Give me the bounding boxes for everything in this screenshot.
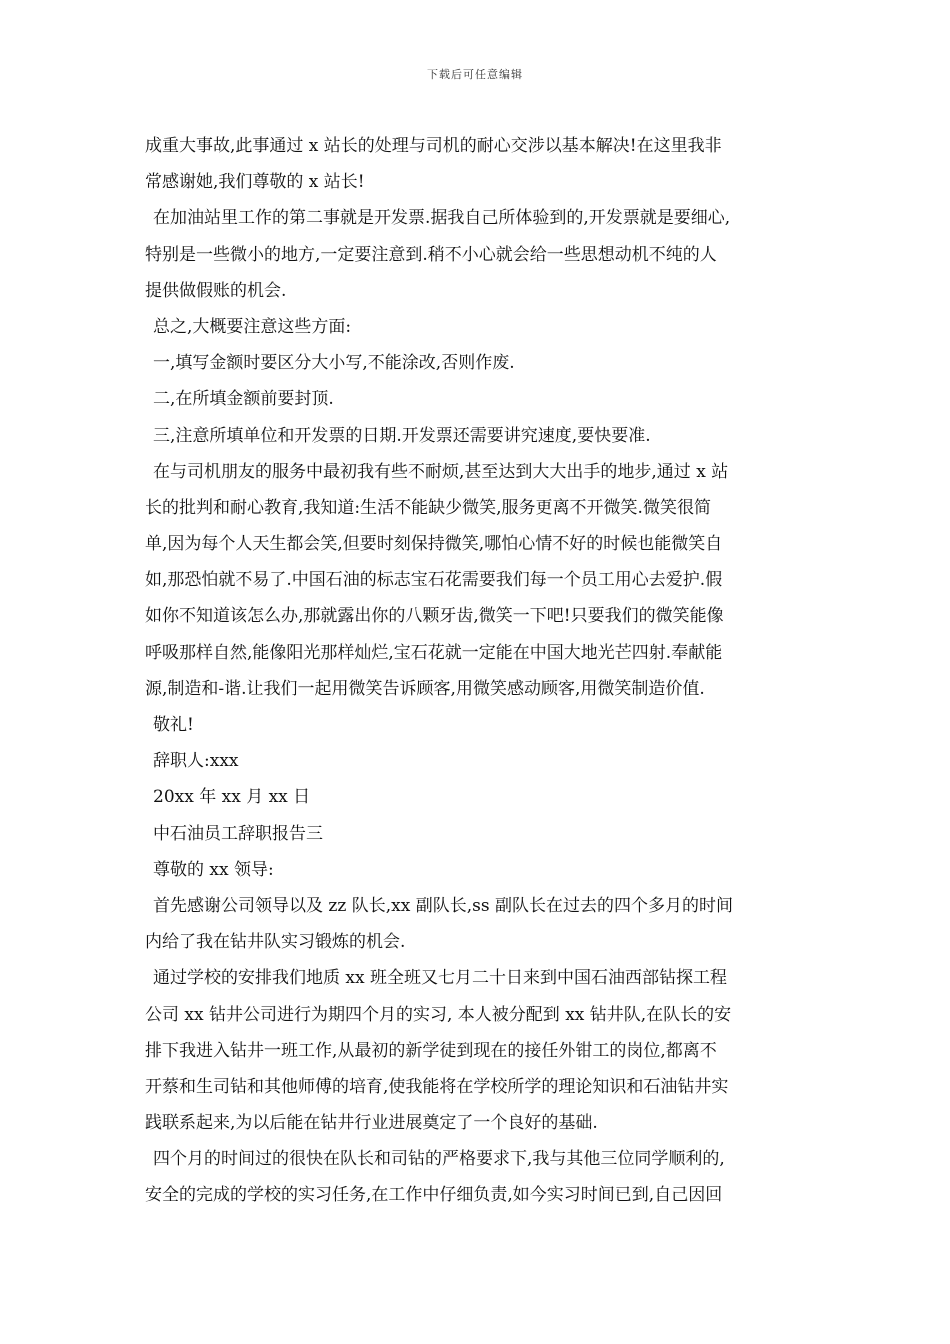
text-line: 开蔡和生司钻和其他师傅的培育,使我能将在学校所学的理论知识和石油钻井实 [145, 1076, 729, 1097]
text-line: 如你不知道该怎么办,那就露出你的八颗牙齿,微笑一下吧!只要我们的微笑能像 [145, 606, 724, 627]
text-line: 公司 xx 钻井公司进行为期四个月的实习, 本人被分配到 xx 钻井队,在队长的安 [145, 1004, 732, 1025]
text-line: 长的批判和耐心教育,我知道:生活不能缺少微笑,服务更离不开微笑.微笑很简 [145, 497, 711, 518]
text-line: 尊敬的 xx 领导: [153, 859, 274, 880]
text-line: 提供做假账的机会. [145, 280, 287, 301]
text-line: 二,在所填金额前要封顶. [153, 389, 334, 410]
text-line: 在与司机朋友的服务中最初我有些不耐烦,甚至达到大大出手的地步,通过 x 站 [153, 461, 729, 482]
text-line: 内给了我在钻井队实习锻炼的机会. [145, 932, 406, 953]
text-line: 特别是一些微小的地方,一定要注意到.稍不小心就会给一些思想动机不纯的人 [145, 244, 717, 265]
text-line: 首先感谢公司领导以及 zz 队长,xx 副队长,ss 副队长在过去的四个多月的时间 [153, 895, 733, 916]
text-line: 践联系起来,为以后能在钻井行业进展奠定了一个良好的基础. [145, 1113, 598, 1134]
text-line: 四个月的时间过的很快在队长和司钻的严格要求下,我与其他三位同学顺利的, [153, 1149, 725, 1170]
text-line: 20xx 年 xx 月 xx 日 [153, 787, 311, 808]
text-line: 呼吸那样自然,能像阳光那样灿烂,宝石花就一定能在中国大地光芒四射.奉献能 [145, 642, 723, 663]
text-line: 源,制造和-谐.让我们一起用微笑告诉顾客,用微笑感动顾客,用微笑制造价值. [145, 678, 705, 699]
text-line: 一,填写金额时要区分大小写,不能涂改,否则作废. [153, 353, 515, 374]
text-line: 通过学校的安排我们地质 xx 班全班又七月二十日来到中国石油西部钻探工程 [153, 968, 727, 989]
header-note: 下载后可任意编辑 [427, 68, 523, 81]
text-line: 敬礼! [153, 715, 194, 735]
text-line: 常感谢她,我们尊敬的 x 站长! [145, 172, 365, 193]
text-line: 排下我进入钻井一班工作,从最初的新学徒到现在的接任外钳工的岗位,都离不 [145, 1040, 717, 1061]
text-line: 单,因为每个人天生都会笑,但要时刻保持微笑,哪怕心情不好的时候也能微笑自 [145, 534, 723, 555]
text-line: 总之,大概要注意这些方面: [153, 316, 352, 337]
text-line: 中石油员工辞职报告三 [153, 823, 323, 844]
text-line: 成重大事故,此事通过 x 站长的处理与司机的耐心交涉以基本解决!在这里我非 [145, 136, 722, 156]
text-line: 辞职人:xxx [153, 751, 239, 772]
document-body [145, 128, 810, 1214]
text-line: 如,那恐怕就不易了.中国石油的标志宝石花需要我们每一个员工用心去爱护.假 [145, 570, 723, 591]
text-line: 在加油站里工作的第二事就是开发票.据我自己所体验到的,开发票就是要细心, [153, 208, 731, 229]
text-line: 三,注意所填单位和开发票的日期.开发票还需要讲究速度,要快要准. [153, 425, 651, 446]
text-line: 安全的完成的学校的实习任务,在工作中仔细负责,如今实习时间已到,自己因回 [145, 1185, 723, 1206]
